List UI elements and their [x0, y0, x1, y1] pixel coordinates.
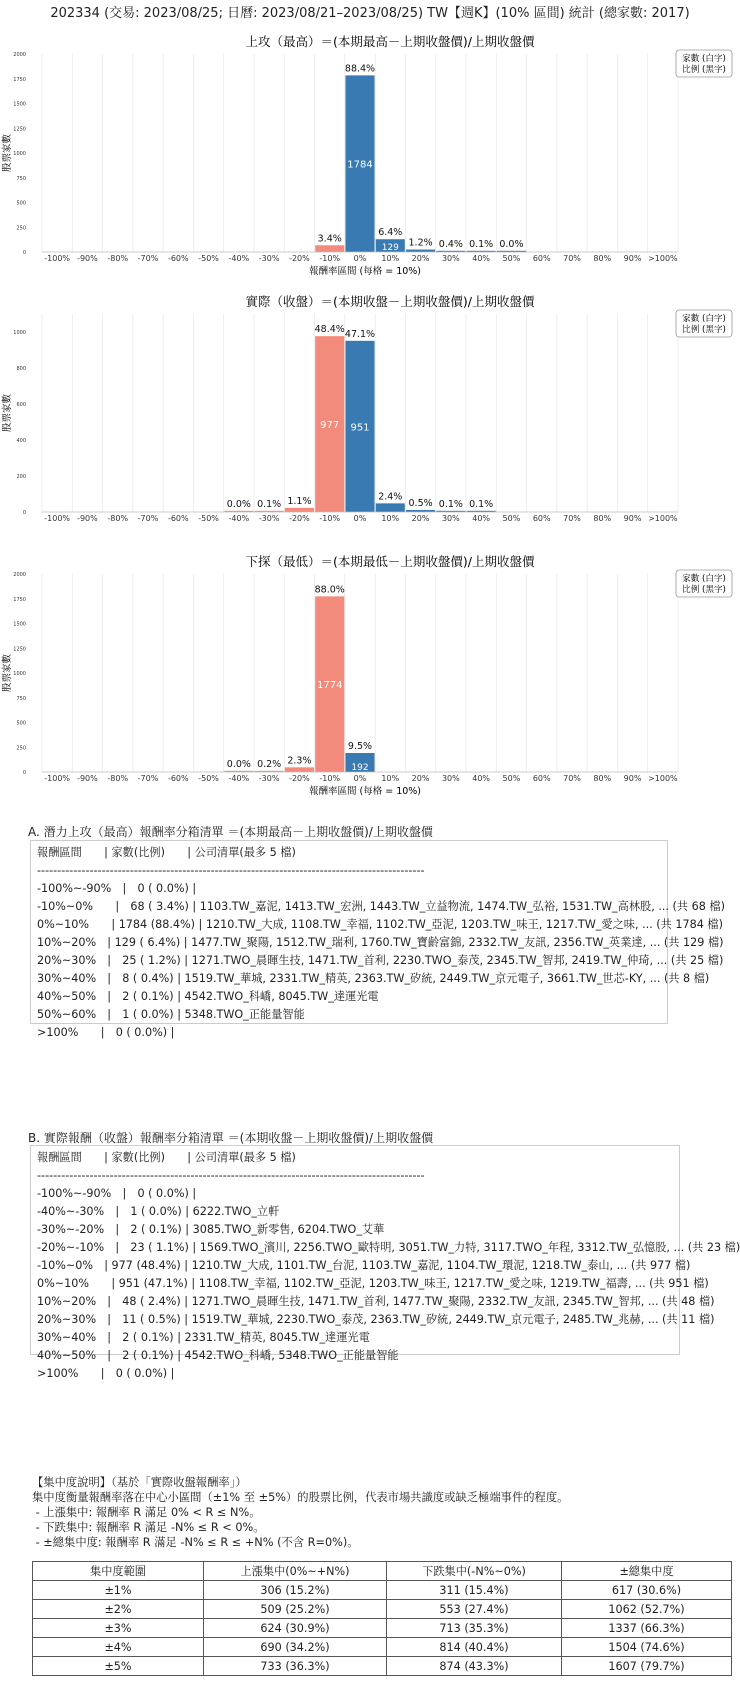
list-row: >100% | 0 ( 0.0%) | — [37, 1026, 175, 1039]
concentration-line: - ±總集中度: 報酬率 R 滿足 -N% ≤ R ≤ +N% (不含 R=0%)。 — [32, 1536, 359, 1549]
y-tick-label: 750 — [16, 175, 26, 182]
table-cell: ±3% — [33, 1619, 204, 1638]
x-tick-label: -70% — [137, 254, 159, 263]
y-tick-label: 1500 — [13, 101, 26, 108]
x-tick-label: -40% — [228, 254, 250, 263]
bar — [285, 767, 314, 772]
list-row: 50%~60% | 1 ( 0.0%) | 5348.TWO_正能量智能 — [37, 1008, 305, 1021]
x-tick-label: -90% — [77, 774, 98, 783]
list-row: ------------------------------------------------------------------------------------------------ — [37, 864, 425, 877]
bar-count-label: 192 — [351, 763, 369, 773]
x-tick-label: -30% — [258, 254, 280, 263]
table-cell: 509 (25.2%) — [204, 1600, 387, 1619]
list-row: 10%~20% | 129 ( 6.4%) | 1477.TW_聚陽, 1512.TW_瑞利, 1760.TW_寶齡富錦, 2332.TW_友訊, 2356.TW_英業達, ... (共 129 檔) — [37, 936, 724, 949]
table-cell: 1504 (74.6%) — [562, 1638, 732, 1657]
x-tick-label: -10% — [319, 254, 341, 263]
table-cell: 1337 (66.3%) — [562, 1619, 732, 1638]
table-cell: 617 (30.6%) — [562, 1581, 732, 1600]
y-tick-label: 1750 — [13, 596, 26, 603]
concentration-line: 集中度衡量報酬率落在中心小區間（±1% 至 ±5%）的股票比例，代表市場共識度或缺乏極端事件的程度。 — [32, 1491, 569, 1504]
table-cell: 1062 (52.7%) — [562, 1600, 732, 1619]
x-tick-label: -20% — [289, 254, 310, 263]
table-row — [33, 1657, 732, 1676]
list-b-box — [30, 1145, 740, 1380]
y-tick-label: 800 — [16, 366, 26, 372]
bar-pct-label: 0.1% — [438, 498, 463, 510]
y-tick-label: 1750 — [13, 76, 26, 83]
table-cell: 690 (34.2%) — [204, 1638, 387, 1657]
table-cell: 713 (35.3%) — [387, 1619, 562, 1638]
list-row: -40%~-30% | 1 ( 0.0%) | 6222.TWO_立軒 — [37, 1205, 280, 1218]
x-axis-label: 報酬率區間 (每格 = 10%) — [308, 266, 422, 277]
x-tick-label: 0% — [353, 774, 367, 783]
y-tick-label: 500 — [16, 720, 26, 727]
y-tick-label: 0 — [22, 510, 26, 516]
bar — [376, 503, 405, 512]
x-tick-label: -80% — [107, 254, 129, 263]
x-tick-label: 10% — [381, 254, 400, 263]
list-a-box — [30, 840, 725, 1039]
bar-pct-label: 48.4% — [314, 324, 345, 336]
list-row: ------------------------------------------------------------------------------------------------ — [37, 1169, 425, 1182]
x-tick-label: 90% — [623, 514, 642, 523]
x-tick-label: -60% — [167, 254, 189, 263]
x-tick-label: 50% — [502, 514, 521, 523]
y-tick-label: 750 — [16, 695, 26, 702]
x-tick-label: 80% — [593, 514, 612, 523]
bar-pct-label: 9.5% — [347, 740, 373, 752]
list-row: 報酬區間 | 家數(比例) | 公司清單(最多 5 檔) — [37, 846, 296, 859]
y-axis-label: 股票家數 — [2, 653, 13, 693]
bar-pct-label: 2.3% — [287, 755, 312, 767]
x-tick-label: 30% — [441, 254, 460, 263]
x-tick-label: >100% — [648, 514, 678, 523]
bar-pct-label: 6.4% — [378, 227, 403, 239]
table-cell: 311 (15.4%) — [387, 1581, 562, 1600]
bar-pct-label: 0.0% — [499, 238, 524, 250]
legend-entry: 家數 (白字) — [682, 314, 726, 324]
bar-count-label: 1774 — [316, 680, 343, 692]
x-tick-label: -30% — [258, 774, 280, 783]
y-tick-label: 2000 — [13, 52, 26, 58]
list-row: 10%~20% | 48 ( 2.4%) | 1271.TWO_晨暉生技, 1471.TW_首利, 1477.TW_聚陽, 2332.TW_友訊, 2345.TW_智邦, ... (共 48 檔) — [37, 1295, 715, 1308]
y-tick-label: 1250 — [13, 126, 26, 133]
y-tick-label: 1000 — [13, 330, 26, 336]
table-header: ±總集中度 — [562, 1562, 732, 1581]
table-cell: 874 (43.3%) — [387, 1657, 562, 1676]
list-row: -100%~-90% | 0 ( 0.0%) | — [37, 882, 197, 895]
chart-actual-close — [0, 292, 740, 538]
chart-legend — [676, 570, 732, 597]
x-tick-label: 60% — [532, 514, 551, 523]
chart-title: 實際（收盤）＝(本期收盤－上期收盤價)/上期收盤價 — [245, 294, 535, 309]
table-cell: 624 (30.9%) — [204, 1619, 387, 1638]
bar-pct-label: 0.5% — [408, 498, 433, 510]
table-cell: 733 (36.3%) — [204, 1657, 387, 1676]
x-tick-label: -80% — [107, 774, 129, 783]
table-header: 下跌集中(-N%~0%) — [387, 1562, 562, 1581]
table-cell: 306 (15.2%) — [204, 1581, 387, 1600]
table-header: 集中度範圍 — [33, 1562, 204, 1581]
y-axis-label: 股票家數 — [2, 393, 13, 433]
legend-entry: 家數 (白字) — [682, 574, 726, 584]
list-row: 40%~50% | 2 ( 0.1%) | 4542.TWO_科嶠, 5348.TWO_正能量智能 — [37, 1349, 399, 1362]
x-tick-label: >100% — [648, 774, 678, 783]
y-tick-label: 200 — [16, 474, 26, 480]
y-tick-label: 250 — [16, 225, 26, 232]
bar-pct-label: 0.4% — [438, 238, 463, 250]
legend-entry: 比例 (黑字) — [682, 585, 726, 595]
x-tick-label: -70% — [137, 514, 159, 523]
bar-pct-label: 0.0% — [226, 498, 251, 510]
table-cell: 553 (27.4%) — [387, 1600, 562, 1619]
table-row — [33, 1638, 732, 1657]
x-tick-label: -30% — [258, 514, 280, 523]
x-tick-label: -50% — [198, 514, 219, 523]
y-tick-label: 500 — [16, 200, 26, 207]
x-tick-label: 20% — [411, 774, 430, 783]
x-tick-label: -20% — [289, 774, 310, 783]
bar-pct-label: 0.1% — [469, 238, 494, 250]
x-tick-label: 50% — [502, 254, 521, 263]
bar-count-label: 1784 — [347, 159, 373, 171]
x-tick-label: 40% — [472, 774, 491, 783]
legend-entry: 家數 (白字) — [682, 54, 726, 64]
list-row: 40%~50% | 2 ( 0.1%) | 4542.TWO_科嶠, 8045.TW_達運光電 — [37, 990, 379, 1003]
y-tick-label: 400 — [16, 438, 26, 444]
chart-legend — [676, 310, 732, 337]
x-tick-label: -60% — [167, 774, 189, 783]
bar-pct-label: 88.0% — [314, 584, 345, 596]
concentration-line: 【集中度說明】（基於「實際收盤報酬率」） — [32, 1476, 247, 1489]
y-tick-label: 0 — [22, 770, 26, 776]
table-cell: 1607 (79.7%) — [562, 1657, 732, 1676]
x-tick-label: -50% — [198, 774, 219, 783]
list-row: 20%~30% | 25 ( 1.2%) | 1271.TWO_晨暉生技, 1471.TW_首利, 2230.TWO_泰茂, 2345.TW_智邦, 2419.TW_仲琦, ... (共 25 檔) — [37, 954, 724, 967]
bar-count-label: 129 — [381, 243, 399, 253]
x-tick-label: 40% — [472, 254, 491, 263]
list-a-title: A. 潛力上攻（最高）報酬率分箱清單 ＝(本期最高－上期收盤價)/上期收盤價 — [28, 825, 433, 839]
bar-pct-label: 0.1% — [257, 498, 282, 510]
list-row: 20%~30% | 11 ( 0.5%) | 1519.TW_華城, 2230.TWO_泰茂, 2363.TW_矽統, 2449.TW_京元電子, 2485.TW_兆赫, ... (共 11 檔) — [37, 1313, 715, 1326]
x-tick-label: 50% — [502, 774, 521, 783]
x-tick-label: 90% — [623, 774, 642, 783]
x-tick-label: 90% — [623, 254, 642, 263]
x-tick-label: 10% — [381, 514, 400, 523]
list-row: -10%~0% | 68 ( 3.4%) | 1103.TW_嘉泥, 1413.TW_宏洲, 1443.TW_立益物流, 1474.TW_弘裕, 1531.TW_高林股, ... (共 68 檔) — [37, 900, 725, 913]
x-tick-label: 10% — [381, 774, 400, 783]
list-row: -20%~-10% | 23 ( 1.1%) | 1569.TWO_濱川, 2256.TWO_歐特明, 3051.TW_力特, 3117.TWO_年程, 3312.TW_弘憶股, ... (共 23 檔) — [37, 1241, 740, 1254]
y-tick-label: 1000 — [13, 151, 26, 157]
table-cell: 814 (40.4%) — [387, 1638, 562, 1657]
x-tick-label: 70% — [563, 774, 581, 783]
bar-pct-label: 88.4% — [344, 63, 376, 75]
legend-entry: 比例 (黑字) — [682, 325, 726, 335]
bar-pct-label: 0.1% — [469, 498, 494, 510]
x-tick-label: 70% — [563, 514, 581, 523]
x-tick-label: 0% — [353, 514, 367, 523]
bar — [315, 245, 344, 252]
list-row: -100%~-90% | 0 ( 0.0%) | — [37, 1187, 197, 1200]
y-tick-label: 600 — [16, 402, 26, 408]
table-header-row — [33, 1562, 732, 1581]
x-tick-label: -40% — [228, 514, 250, 523]
y-tick-label: 250 — [16, 745, 26, 752]
list-row: 0%~10% | 951 (47.1%) | 1108.TW_幸福, 1102.TW_亞泥, 1203.TW_味王, 1217.TW_愛之味, 1219.TW_福壽, ... (共 951 檔) — [37, 1277, 709, 1290]
list-row: >100% | 0 ( 0.0%) | — [37, 1367, 175, 1380]
bar-pct-label: 1.1% — [287, 495, 312, 507]
y-tick-label: 0 — [22, 250, 26, 256]
x-tick-label: 30% — [441, 774, 460, 783]
table-cell: ±1% — [33, 1581, 204, 1600]
x-tick-label: 80% — [593, 254, 612, 263]
x-axis-label: 報酬率區間 (每格 = 10%) — [308, 786, 422, 797]
y-tick-label: 1500 — [13, 621, 26, 628]
x-tick-label: 0% — [353, 254, 367, 263]
table-row — [33, 1600, 732, 1619]
bar-count-label: 951 — [350, 422, 370, 434]
bar-pct-label: 0.0% — [226, 758, 251, 770]
chart-title: 下探（最低）＝(本期最低－上期收盤價)/上期收盤價 — [245, 554, 535, 569]
x-tick-label: -90% — [77, 514, 98, 523]
concentration-line: - 上漲集中: 報酬率 R 滿足 0% < R ≤ N%。 — [32, 1506, 261, 1519]
bar-pct-label: 2.4% — [378, 491, 403, 503]
list-row: 0%~10% | 1784 (88.4%) | 1210.TW_大成, 1108.TW_幸福, 1102.TW_亞泥, 1203.TW_味王, 1217.TW_愛之味, ... (共 1784 檔) — [37, 918, 723, 931]
x-tick-label: >100% — [648, 254, 678, 263]
x-tick-label: 40% — [472, 514, 491, 523]
x-tick-label: 20% — [411, 254, 430, 263]
x-tick-label: -90% — [77, 254, 98, 263]
x-tick-label: -20% — [289, 514, 310, 523]
x-tick-label: -80% — [107, 514, 129, 523]
table-row — [33, 1581, 732, 1600]
x-tick-label: 70% — [563, 254, 581, 263]
y-tick-label: 1250 — [13, 646, 26, 653]
concentration-line: - 下跌集中: 報酬率 R 滿足 -N% ≤ R < 0%。 — [32, 1521, 265, 1534]
x-tick-label: -100% — [44, 774, 71, 783]
table-cell: ±5% — [33, 1657, 204, 1676]
x-tick-label: 60% — [532, 774, 551, 783]
list-row: -30%~-20% | 2 ( 0.1%) | 3085.TWO_新零售, 6204.TWO_艾華 — [37, 1223, 385, 1236]
legend-entry: 比例 (黑字) — [682, 65, 726, 75]
bar — [285, 508, 314, 512]
x-tick-label: -60% — [167, 514, 189, 523]
table-cell: ±4% — [33, 1638, 204, 1657]
x-tick-label: -70% — [137, 774, 159, 783]
list-row: -10%~0% | 977 (48.4%) | 1210.TW_大成, 1101.TW_台泥, 1103.TW_嘉泥, 1104.TW_環泥, 1218.TW_泰山, ... (共 977 檔) — [37, 1259, 691, 1272]
bar-pct-label: 1.2% — [408, 237, 433, 249]
list-row: 30%~40% | 8 ( 0.4%) | 1519.TW_華城, 2331.TW_精英, 2363.TW_矽統, 2449.TW_京元電子, 3661.TW_世芯-KY, ... (共 8 檔) — [37, 972, 710, 985]
list-row: 報酬區間 | 家數(比例) | 公司清單(最多 5 檔) — [37, 1151, 296, 1164]
x-tick-label: 20% — [411, 514, 430, 523]
x-tick-label: 60% — [532, 254, 551, 263]
chart-downside-low — [0, 552, 740, 810]
y-axis-label: 股票家數 — [2, 133, 13, 173]
table-cell: ±2% — [33, 1600, 204, 1619]
page-title: 202334 (交易: 2023/08/25; 日曆: 2023/08/21–2023/08/25) TW【週K】(10% 區間) 統計 (總家數: 2017) — [50, 6, 690, 21]
bar-count-label: 977 — [320, 420, 340, 432]
x-tick-label: -50% — [198, 254, 219, 263]
x-tick-label: -100% — [44, 514, 71, 523]
concentration-notes — [32, 1475, 568, 1550]
x-tick-label: -40% — [228, 774, 250, 783]
table-row — [33, 1619, 732, 1638]
table-header: 上漲集中(0%~+N%) — [204, 1562, 387, 1581]
x-tick-label: -10% — [319, 514, 341, 523]
y-tick-label: 2000 — [13, 572, 26, 578]
list-b-title: B. 實際報酬（收盤）報酬率分箱清單 ＝(本期收盤－上期收盤價)/上期收盤價 — [28, 1131, 434, 1145]
y-tick-label: 1000 — [13, 671, 26, 677]
bar-pct-label: 47.1% — [344, 328, 376, 340]
chart-legend — [676, 50, 732, 77]
x-tick-label: 80% — [593, 774, 612, 783]
chart-title: 上攻（最高）＝(本期最高－上期收盤價)/上期收盤價 — [245, 34, 535, 49]
x-tick-label: 30% — [441, 514, 460, 523]
chart-upside-high — [0, 32, 740, 290]
list-row: 30%~40% | 2 ( 0.1%) | 2331.TW_精英, 8045.TW_達運光電 — [37, 1331, 370, 1344]
concentration-table — [32, 1561, 732, 1676]
bar-pct-label: 0.2% — [257, 758, 282, 770]
x-tick-label: -100% — [44, 254, 71, 263]
bar-pct-label: 3.4% — [317, 233, 342, 245]
x-tick-label: -10% — [319, 774, 341, 783]
